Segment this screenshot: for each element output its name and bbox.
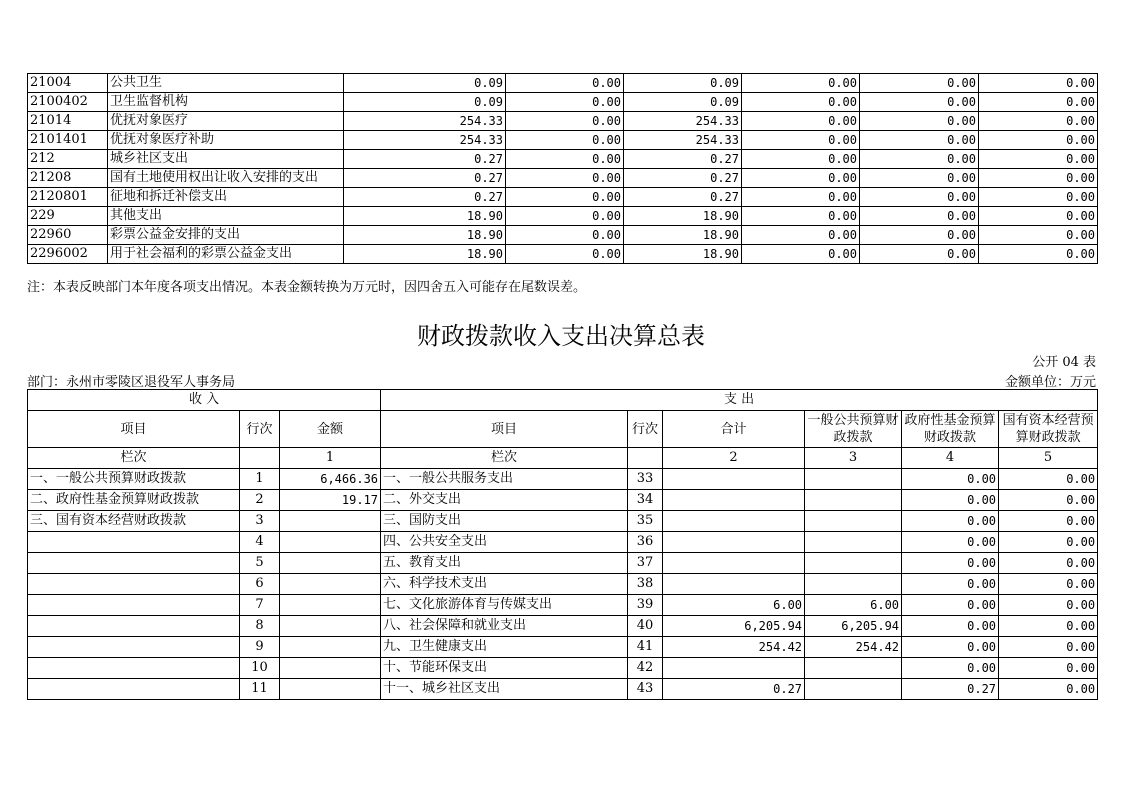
fund-budget-amount: 0.00 <box>902 490 999 511</box>
subject-name: 优抚对象医疗补助 <box>108 131 344 150</box>
expense-row-no: 36 <box>628 532 663 553</box>
expense-item-header: 项目 <box>381 411 628 448</box>
income-row-no: 2 <box>240 490 280 511</box>
expense-item: 十、节能环保支出 <box>381 658 628 679</box>
income-amount: 6,466.36 <box>280 469 381 490</box>
fund-budget-amount: 0.00 <box>902 532 999 553</box>
col-5: 5 <box>999 448 1098 469</box>
subject-name: 彩票公益金安排的支出 <box>108 226 344 245</box>
col-2: 2 <box>663 448 805 469</box>
general-budget-amount <box>805 553 902 574</box>
table-row <box>28 188 1098 207</box>
expense-row-no: 35 <box>628 511 663 532</box>
amount-cell: 18.90 <box>624 226 742 245</box>
subject-name: 优抚对象医疗 <box>108 112 344 131</box>
general-budget-amount: 6,205.94 <box>805 616 902 637</box>
income-item <box>28 532 240 553</box>
table-row <box>28 658 1098 679</box>
amount-cell: 0.00 <box>742 150 860 169</box>
amount-cell: 18.90 <box>624 245 742 264</box>
subject-code: 2100402 <box>28 93 108 112</box>
income-item: 一、一般公共预算财政拨款 <box>28 469 240 490</box>
exp-col-label: 栏次 <box>381 448 628 469</box>
state-capital-amount: 0.00 <box>999 658 1098 679</box>
amount-cell: 0.00 <box>979 74 1098 93</box>
amount-cell: 0.00 <box>979 245 1098 264</box>
col-3: 3 <box>805 448 902 469</box>
amount-cell: 0.00 <box>742 245 860 264</box>
col-4: 4 <box>902 448 999 469</box>
table-row <box>28 616 1098 637</box>
subject-name: 国有土地使用权出让收入安排的支出 <box>108 169 344 188</box>
income-row-no: 10 <box>240 658 280 679</box>
fund-budget-amount: 0.27 <box>902 679 999 700</box>
department-label: 部门：永州市零陵区退役军人事务局 <box>27 375 236 390</box>
amount-cell: 0.00 <box>860 93 979 112</box>
table-row <box>28 595 1098 616</box>
column-index-row <box>28 448 1098 469</box>
income-item <box>28 679 240 700</box>
income-item: 二、政府性基金预算财政拨款 <box>28 490 240 511</box>
col-empty <box>240 448 280 469</box>
state-capital-amount: 0.00 <box>999 574 1098 595</box>
expense-row-no: 33 <box>628 469 663 490</box>
subject-code: 21208 <box>28 169 108 188</box>
state-capital-amount: 0.00 <box>999 679 1098 700</box>
fund-budget-amount: 0.00 <box>902 553 999 574</box>
income-item <box>28 658 240 679</box>
income-item <box>28 637 240 658</box>
subject-code: 2296002 <box>28 245 108 264</box>
fund-budget-amount: 0.00 <box>902 511 999 532</box>
expense-row-no: 34 <box>628 490 663 511</box>
income-amount: 19.17 <box>280 490 381 511</box>
state-capital-amount: 0.00 <box>999 511 1098 532</box>
amount-cell: 18.90 <box>624 207 742 226</box>
amount-cell: 0.00 <box>506 93 624 112</box>
table-row <box>28 553 1098 574</box>
amount-cell: 0.00 <box>979 188 1098 207</box>
amount-cell: 0.09 <box>344 74 506 93</box>
table-row <box>28 637 1098 658</box>
subject-name: 城乡社区支出 <box>108 150 344 169</box>
table-row <box>28 574 1098 595</box>
table-row <box>28 679 1098 700</box>
form-number: 公开 04 表 <box>1032 355 1096 370</box>
subject-code: 21004 <box>28 74 108 93</box>
amount-cell: 18.90 <box>344 207 506 226</box>
amount-cell: 0.27 <box>624 150 742 169</box>
amount-cell: 0.00 <box>860 207 979 226</box>
amount-cell: 0.00 <box>742 207 860 226</box>
total-amount: 6,205.94 <box>663 616 805 637</box>
amount-cell: 0.00 <box>742 112 860 131</box>
amount-cell: 0.00 <box>860 169 979 188</box>
amount-cell: 18.90 <box>344 245 506 264</box>
expense-row-no: 39 <box>628 595 663 616</box>
expense-item: 十一、城乡社区支出 <box>381 679 628 700</box>
subject-name: 其他支出 <box>108 207 344 226</box>
total-amount <box>663 658 805 679</box>
expense-item: 六、科学技术支出 <box>381 574 628 595</box>
amount-cell: 0.09 <box>344 93 506 112</box>
col-label: 栏次 <box>28 448 240 469</box>
subject-code: 229 <box>28 207 108 226</box>
fund-budget-header: 政府性基金预算财政拨款 <box>902 411 999 448</box>
total-amount: 0.27 <box>663 679 805 700</box>
table-row <box>28 131 1098 150</box>
page-title: 财政拨款收入支出决算总表 <box>417 322 705 350</box>
amount-cell: 0.00 <box>979 112 1098 131</box>
amount-cell: 0.00 <box>742 74 860 93</box>
income-item <box>28 574 240 595</box>
subject-code: 21014 <box>28 112 108 131</box>
total-amount: 254.42 <box>663 637 805 658</box>
table-row <box>28 469 1098 490</box>
header-row-1 <box>28 390 1098 411</box>
state-capital-amount: 0.00 <box>999 490 1098 511</box>
amount-cell: 0.00 <box>860 245 979 264</box>
exp-col-empty <box>628 448 663 469</box>
general-budget-amount <box>805 679 902 700</box>
amount-cell: 0.00 <box>979 207 1098 226</box>
income-amount <box>280 553 381 574</box>
expense-row-no: 38 <box>628 574 663 595</box>
table-row <box>28 532 1098 553</box>
expense-detail-table <box>27 73 1098 264</box>
expense-item: 一、一般公共服务支出 <box>381 469 628 490</box>
general-budget-amount <box>805 511 902 532</box>
expense-item: 五、教育支出 <box>381 553 628 574</box>
amount-cell: 0.27 <box>624 188 742 207</box>
fund-budget-amount: 0.00 <box>902 658 999 679</box>
table-note: 注：本表反映部门本年度各项支出情况。本表金额转换为万元时，因四舍五入可能存在尾数误差。 <box>27 280 587 295</box>
state-capital-header: 国有资本经营预算财政拨款 <box>999 411 1098 448</box>
amount-cell: 0.00 <box>979 226 1098 245</box>
fund-budget-amount: 0.00 <box>902 595 999 616</box>
subject-name: 征地和拆迁补偿支出 <box>108 188 344 207</box>
income-amount <box>280 532 381 553</box>
subject-name: 公共卫生 <box>108 74 344 93</box>
state-capital-amount: 0.00 <box>999 532 1098 553</box>
expense-item: 八、社会保障和就业支出 <box>381 616 628 637</box>
total-header: 合计 <box>663 411 805 448</box>
amount-cell: 0.00 <box>860 112 979 131</box>
amount-cell: 254.33 <box>624 112 742 131</box>
amount-cell: 0.27 <box>344 150 506 169</box>
general-budget-amount: 6.00 <box>805 595 902 616</box>
general-budget-amount <box>805 490 902 511</box>
income-row-no: 6 <box>240 574 280 595</box>
amount-unit-label: 金额单位：万元 <box>1004 375 1096 390</box>
expense-item: 九、卫生健康支出 <box>381 637 628 658</box>
amount-cell: 0.00 <box>860 226 979 245</box>
expense-row-no: 43 <box>628 679 663 700</box>
fund-budget-amount: 0.00 <box>902 637 999 658</box>
table-row <box>28 169 1098 188</box>
amount-cell: 0.00 <box>742 169 860 188</box>
income-amount <box>280 595 381 616</box>
expense-row-no: 37 <box>628 553 663 574</box>
amount-cell: 0.09 <box>624 93 742 112</box>
fund-budget-amount: 0.00 <box>902 574 999 595</box>
income-row-no: 1 <box>240 469 280 490</box>
table-row <box>28 207 1098 226</box>
amount-cell: 254.33 <box>624 131 742 150</box>
income-amount <box>280 511 381 532</box>
total-amount <box>663 574 805 595</box>
income-row-no: 3 <box>240 511 280 532</box>
amount-cell: 18.90 <box>344 226 506 245</box>
amount-cell: 0.00 <box>506 245 624 264</box>
income-item-header: 项目 <box>28 411 240 448</box>
amount-cell: 0.27 <box>344 169 506 188</box>
total-amount <box>663 511 805 532</box>
amount-cell: 0.00 <box>860 188 979 207</box>
subject-code: 22960 <box>28 226 108 245</box>
total-amount <box>663 532 805 553</box>
amount-cell: 0.27 <box>624 169 742 188</box>
income-row-no: 11 <box>240 679 280 700</box>
amount-cell: 0.00 <box>506 150 624 169</box>
income-header: 收 入 <box>28 390 381 411</box>
amount-cell: 0.00 <box>979 169 1098 188</box>
total-amount <box>663 469 805 490</box>
general-budget-amount <box>805 574 902 595</box>
fiscal-summary-table <box>27 389 1098 700</box>
subject-code: 2120801 <box>28 188 108 207</box>
expense-item: 三、国防支出 <box>381 511 628 532</box>
general-budget-amount: 254.42 <box>805 637 902 658</box>
state-capital-amount: 0.00 <box>999 637 1098 658</box>
amount-cell: 0.00 <box>506 207 624 226</box>
income-amount <box>280 658 381 679</box>
table-row <box>28 150 1098 169</box>
amount-cell: 0.00 <box>742 188 860 207</box>
amount-cell: 0.00 <box>860 131 979 150</box>
income-row-no: 8 <box>240 616 280 637</box>
income-row-no-header: 行次 <box>240 411 280 448</box>
table-row <box>28 112 1098 131</box>
income-amount-header: 金额 <box>280 411 381 448</box>
income-item <box>28 616 240 637</box>
general-budget-amount <box>805 469 902 490</box>
expense-item: 二、外交支出 <box>381 490 628 511</box>
header-row-2 <box>28 411 1098 448</box>
income-amount <box>280 679 381 700</box>
amount-cell: 0.00 <box>506 131 624 150</box>
general-budget-amount <box>805 658 902 679</box>
general-budget-amount <box>805 532 902 553</box>
income-row-no: 7 <box>240 595 280 616</box>
expense-row-no: 40 <box>628 616 663 637</box>
amount-cell: 0.00 <box>506 169 624 188</box>
table-row <box>28 490 1098 511</box>
income-item <box>28 553 240 574</box>
income-item <box>28 595 240 616</box>
subject-code: 212 <box>28 150 108 169</box>
amount-cell: 0.00 <box>506 74 624 93</box>
expense-header: 支 出 <box>381 390 1098 411</box>
expense-item: 四、公共安全支出 <box>381 532 628 553</box>
amount-cell: 0.00 <box>506 226 624 245</box>
expense-row-no-header: 行次 <box>628 411 663 448</box>
income-row-no: 9 <box>240 637 280 658</box>
amount-cell: 0.00 <box>979 150 1098 169</box>
amount-cell: 0.00 <box>506 112 624 131</box>
amount-cell: 0.00 <box>506 188 624 207</box>
income-row-no: 4 <box>240 532 280 553</box>
subject-name: 卫生监督机构 <box>108 93 344 112</box>
state-capital-amount: 0.00 <box>999 595 1098 616</box>
amount-cell: 0.00 <box>979 93 1098 112</box>
expense-item: 七、文化旅游体育与传媒支出 <box>381 595 628 616</box>
amount-cell: 254.33 <box>344 131 506 150</box>
income-item: 三、国有资本经营财政拨款 <box>28 511 240 532</box>
income-row-no: 5 <box>240 553 280 574</box>
income-amount <box>280 616 381 637</box>
fund-budget-amount: 0.00 <box>902 469 999 490</box>
col-1: 1 <box>280 448 381 469</box>
total-amount <box>663 490 805 511</box>
table-row <box>28 245 1098 264</box>
amount-cell: 0.00 <box>742 131 860 150</box>
amount-cell: 0.00 <box>860 150 979 169</box>
expense-row-no: 42 <box>628 658 663 679</box>
amount-cell: 0.27 <box>344 188 506 207</box>
amount-cell: 0.00 <box>860 74 979 93</box>
state-capital-amount: 0.00 <box>999 553 1098 574</box>
amount-cell: 0.00 <box>979 131 1098 150</box>
table-row <box>28 74 1098 93</box>
state-capital-amount: 0.00 <box>999 616 1098 637</box>
table-row <box>28 226 1098 245</box>
expense-row-no: 41 <box>628 637 663 658</box>
general-budget-header: 一般公共预算财政拨款 <box>805 411 902 448</box>
state-capital-amount: 0.00 <box>999 469 1098 490</box>
table-row <box>28 511 1098 532</box>
subject-code: 2101401 <box>28 131 108 150</box>
table-row <box>28 93 1098 112</box>
amount-cell: 0.09 <box>624 74 742 93</box>
subject-name: 用于社会福利的彩票公益金支出 <box>108 245 344 264</box>
amount-cell: 254.33 <box>344 112 506 131</box>
total-amount: 6.00 <box>663 595 805 616</box>
amount-cell: 0.00 <box>742 226 860 245</box>
total-amount <box>663 553 805 574</box>
income-amount <box>280 574 381 595</box>
amount-cell: 0.00 <box>742 93 860 112</box>
income-amount <box>280 637 381 658</box>
fund-budget-amount: 0.00 <box>902 616 999 637</box>
